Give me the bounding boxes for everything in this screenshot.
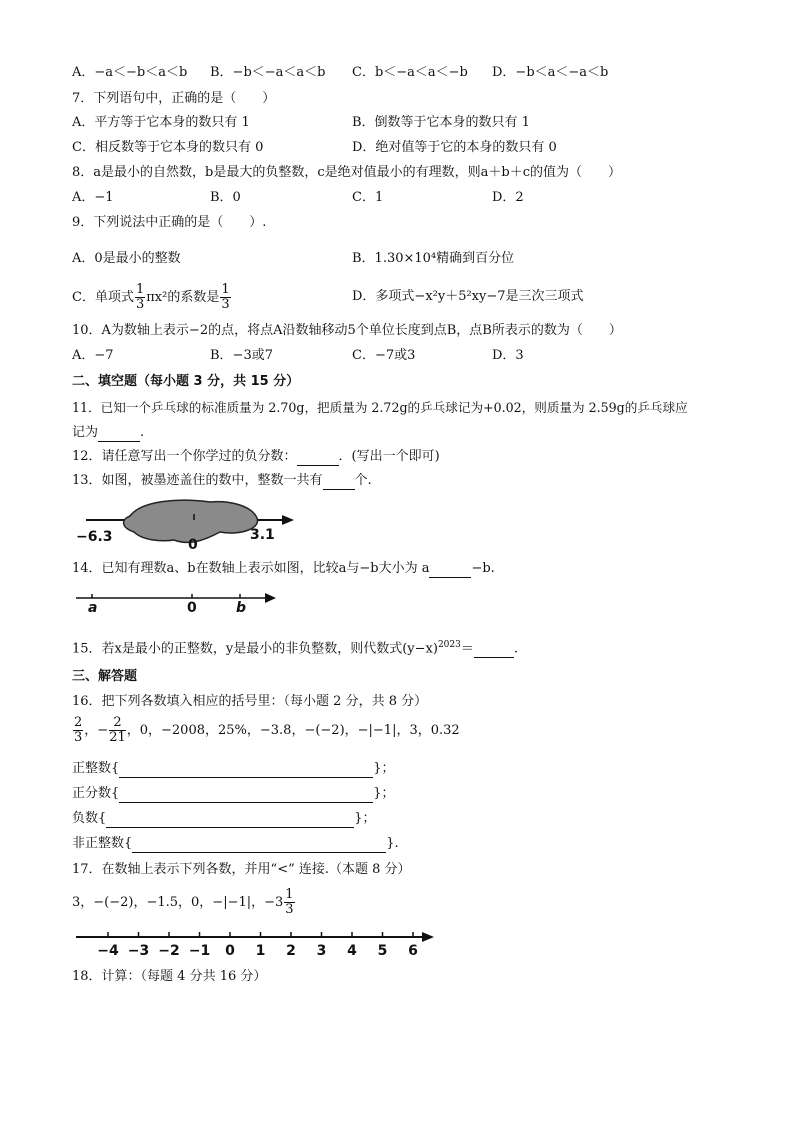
q10-option-d: D．3 [492, 348, 524, 363]
q11-line1: 11．已知一个乒乓球的标准质量为 2.70g，把质量为 2.72g的乒乓球记为+0.02，则质量为 2.59g的乒乓球应 [72, 400, 688, 415]
frac-numerator: 1 [135, 282, 145, 297]
q9-option-c [72, 283, 232, 313]
q8-option-c: C．1 [352, 190, 384, 205]
label-right: 3.1 [250, 527, 275, 543]
number-line-tick-label: 4 [347, 943, 357, 959]
label-zero: 0 [188, 537, 198, 552]
q15-exponent: 2023 [437, 640, 461, 650]
q16-row-positive-fractions [72, 785, 395, 803]
section-fill-in-heading: 二、填空题（每小题 3 分，共 15 分） [72, 374, 300, 389]
q9-fraction-coef [135, 283, 145, 312]
q9-stem: 9．下列说法中正确的是（ ）. [72, 215, 267, 230]
q16-number-list: $\frac{2}{3}$ ，− $\frac{2}{21}$ ，0，−2008，25%，−3.8，−(−2)，−|−1|，3，0.32 [74, 715, 460, 745]
positive-integers-blank[interactable] [119, 763, 373, 778]
q10-option-c: C．−7或3 [352, 348, 416, 363]
q11-answer-blank[interactable] [98, 427, 140, 442]
q9-option-a: A．0是最小的整数 [72, 251, 181, 266]
q6-option-a: A．−a＜−b＜a＜b [72, 65, 188, 80]
number-line-tick-label: 0 [225, 943, 235, 959]
q18-stem: 18．计算：（每题 4 分共 16 分） [72, 969, 267, 984]
row-close: }； [373, 786, 395, 801]
q12-prefix: 12．请任意写出一个你学过的负分数： [72, 449, 297, 464]
q7-stem: 7．下列语句中，正确的是（ ） [72, 91, 276, 106]
number-line-tick-label: 2 [286, 943, 296, 959]
q16-numbers-tail: ，0，−2008，25%，−3.8，−(−2)，−|−1|，3，0.32 [126, 723, 460, 738]
number-line-tick-label: −2 [158, 943, 180, 959]
frac-numerator: 2 [74, 715, 83, 730]
q13-answer-blank[interactable] [323, 475, 355, 490]
q16-stem: 16．把下列各数填入相应的括号里：（每小题 2 分，共 8 分） [72, 694, 428, 709]
number-line-tick-label: −3 [127, 943, 150, 959]
q14-answer-blank[interactable] [429, 563, 471, 578]
arrow-head-icon [265, 593, 276, 603]
frac-numerator: 1 [285, 887, 294, 902]
q8-stem: 8．a是最小的自然数，b是最大的负整数，c是绝对值最小的有理数，则a＋b＋c的值为（ ） [72, 165, 621, 180]
q16-row-non-positive-integers [72, 835, 399, 853]
q15-prefix: 15．若x是最小的正整数，y是最小的非负整数，则代数式(y−x) [72, 641, 438, 657]
q17-numbers: 3，−(−2)，−1.5，0，−|−1|，−3 [72, 895, 284, 910]
q17-mixed-fraction [284, 888, 294, 917]
row-label: 正分数{ [72, 786, 120, 801]
q15-answer-blank[interactable] [474, 643, 514, 658]
q13-suffix: 个. [354, 473, 372, 488]
q11-suffix: . [140, 425, 145, 440]
q15-equals: ＝ [460, 641, 474, 657]
label-left: −6.3 [76, 529, 113, 545]
frac-denominator: 3 [74, 730, 83, 745]
q8-option-a: A．−1 [72, 190, 114, 205]
q7-option-a: A．平方等于它本身的数只有 1 [72, 115, 250, 130]
q9-option-b: B．1.30×10⁴精确到百分位 [352, 251, 515, 266]
q17-number-list [72, 886, 296, 920]
q12-line [72, 448, 440, 466]
number-line-tick-label: −4 [97, 943, 119, 959]
positive-fractions-blank[interactable] [119, 788, 373, 803]
q13-ink-number-line-figure [70, 494, 310, 552]
q9-fraction-answer [220, 283, 230, 312]
label-zero: 0 [187, 600, 197, 616]
q15-line [72, 636, 518, 658]
q12-answer-blank[interactable] [297, 451, 339, 466]
q6-option-d: D．−b＜a＜−a＜b [492, 65, 609, 80]
number-line-tick-label: 6 [408, 943, 418, 959]
row-label: 负数{ [72, 811, 107, 826]
number-line-tick-label: 1 [255, 943, 266, 959]
q8-option-d: D．2 [492, 190, 524, 205]
q14-suffix: −b. [471, 561, 495, 576]
q10-option-b: B．−3或7 [210, 348, 273, 363]
q9-option-d: D．多项式−x²y＋5²xy−7是三次三项式 [352, 289, 584, 304]
q13-line [72, 472, 372, 490]
section-solve-heading: 三、解答题 [72, 669, 138, 684]
q12-suffix: ．(写出一个即可) [338, 449, 440, 464]
frac-denominator: 3 [285, 902, 294, 917]
q17-stem: 17．在数轴上表示下列各数，并用“<” 连接.（本题 8 分） [72, 862, 411, 877]
q13-prefix: 13．如图，被墨迹盖住的数中，整数一共有 [72, 473, 323, 488]
row-close: }. [386, 836, 399, 851]
q16-row-negative-numbers [72, 810, 376, 828]
q9-option-c-prefix: C．单项式 [72, 290, 134, 305]
non-positive-integers-blank[interactable] [132, 838, 386, 853]
q11-line2 [72, 424, 144, 442]
frac-denominator: 21 [109, 730, 126, 745]
number-line-tick-label: 3 [316, 943, 327, 959]
q17-number-line[interactable] [70, 925, 440, 961]
row-label: 正整数{ [72, 761, 120, 776]
q7-option-b: B．倒数等于它本身的数只有 1 [352, 115, 530, 130]
q14-prefix: 14．已知有理数a、b在数轴上表示如图，比较a与−b大小为 a [72, 561, 430, 576]
q9-option-c-mid: πx²的系数是 [146, 290, 220, 305]
row-close: }； [373, 761, 395, 776]
q8-option-b: B．0 [210, 190, 241, 205]
q7-option-c: C．相反数等于它本身的数只有 0 [72, 140, 264, 155]
q14-number-line-figure [70, 584, 284, 616]
q10-stem: 10．A为数轴上表示−2的点，将点A沿数轴移动5个单位长度到点B，点B所表示的数为（ ） [72, 323, 622, 338]
label-a: a [88, 600, 98, 616]
frac-denominator: 3 [221, 297, 230, 312]
arrow-head-icon [282, 515, 294, 525]
q14-line [72, 560, 495, 578]
q15-end: . [513, 641, 518, 657]
negative-numbers-blank[interactable] [106, 813, 354, 828]
row-label: 非正整数{ [72, 836, 133, 851]
q6-option-b: B．−b＜−a＜a＜b [210, 65, 326, 80]
frac-numerator: 2 [109, 716, 126, 731]
frac-denominator: 3 [135, 297, 145, 312]
q16-fraction-2-21 [109, 716, 126, 745]
q11-prefix: 记为 [72, 425, 99, 440]
label-b: b [236, 600, 247, 616]
frac-numerator: 1 [221, 282, 230, 297]
number-line-tick-label: 5 [377, 943, 388, 959]
q10-option-a: A．−7 [72, 348, 114, 363]
q16-fraction-2-3 [73, 716, 83, 745]
q16-row-positive-integers [72, 760, 395, 778]
number-line-tick-label: −1 [188, 943, 211, 959]
q6-option-c: C．b＜−a＜a＜−b [352, 65, 468, 80]
row-close: }； [354, 811, 376, 826]
arrow-head-icon [422, 932, 434, 942]
q7-option-d: D．绝对值等于它的本身的数只有 0 [352, 140, 557, 155]
